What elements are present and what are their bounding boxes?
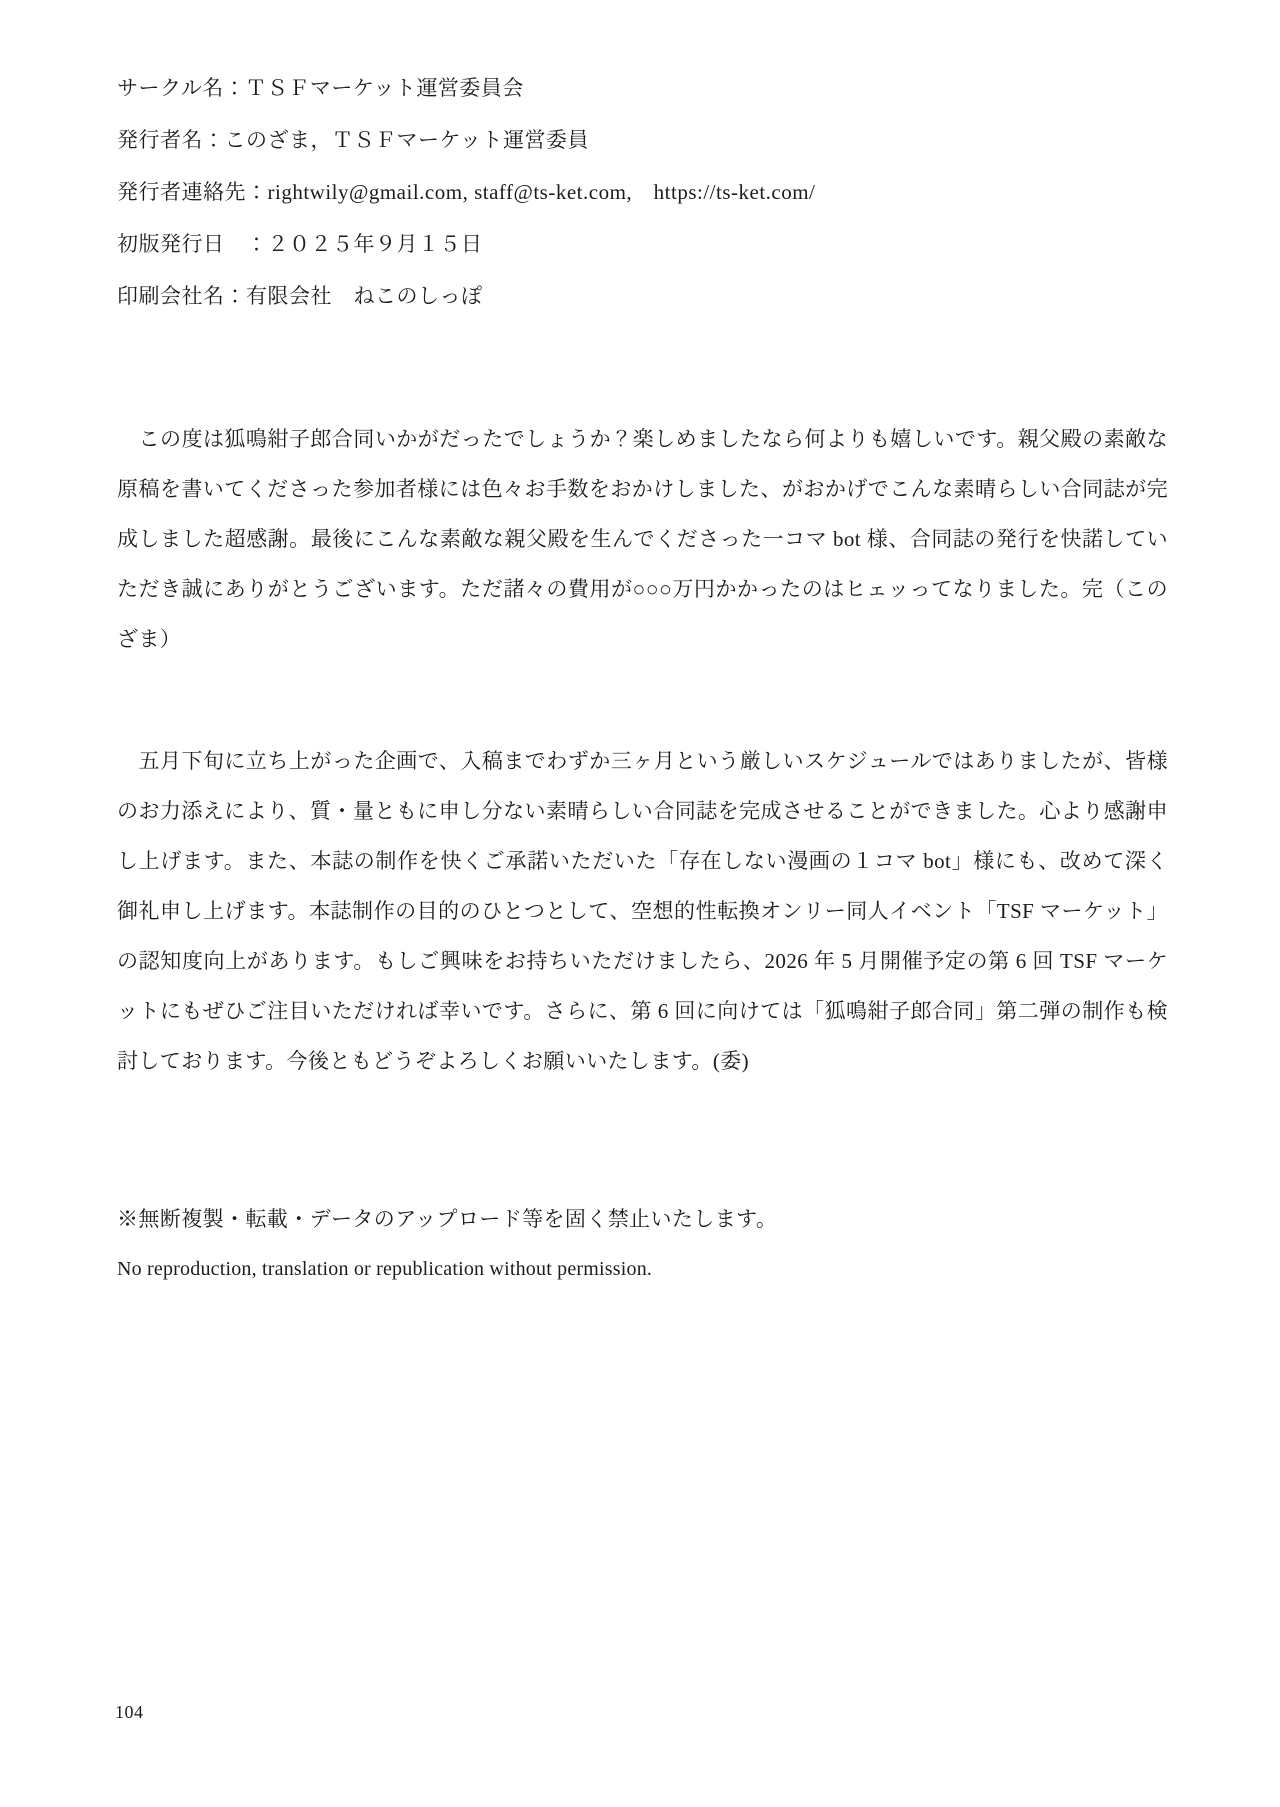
publisher-contact-line: 発行者連絡先：rightwily@gmail.com, staff@ts-ket.com, https://ts-ket.com/ (117, 180, 816, 204)
copyright-notice-english: No reproduction, translation or republication without permission. (117, 1258, 653, 1280)
first-edition-date-line: 初版発行日 ：２０２５年９月１５日 (117, 232, 483, 256)
printing-company-line: 印刷会社名：有限会社 ねこのしっぽ (117, 284, 483, 308)
afterword-paragraph-1: この度は狐鳴紺子郎合同いかがだったでしょうか？楽しめましたなら何よりも嬉しいです。親父殿の素敵な原稿を書いてくださった参加者様には色々お手数をおかけしました、がおかげでこんな素晴らしい合同誌が完成しました超感謝。最後にこんな素敵な親父殿を生んでくださった一コマ bot 様、合同誌の発行を快諾していただき誠にありがとうございます。ただ諸々の費用が○○○万円かかったのはヒェッってなりました。完（このざま） (117, 427, 1168, 651)
publisher-name-line: 発行者名：このざま，ＴＳＦマーケット運営委員 (117, 128, 589, 152)
colophon-block (117, 62, 1168, 322)
page-number: 104 (115, 1702, 144, 1722)
circle-name-line: サークル名：ＴＳＦマーケット運営委員会 (117, 76, 524, 100)
afterword-block (117, 414, 1168, 1086)
copyright-notice-japanese: ※無断複製・転載・データのアップロード等を固く禁止いたします。 (117, 1207, 778, 1231)
copyright-notice-block (117, 1194, 1168, 1294)
afterword-paragraph-2: 五月下旬に立ち上がった企画で、入稿までわずか三ヶ月という厳しいスケジュールではありましたが、皆様のお力添えにより、質・量ともに申し分ない素晴らしい合同誌を完成させることができました。心より感謝申し上げます。また、本誌の制作を快くご承諾いただいた「存在しない漫画の１コマ bot」様にも、改めて深く御礼申し上げます。本誌制作の目的のひとつとして、空想的性転換オンリー同人イベント「TSF マーケット」の認知度向上があります。もしご興味をお持ちいただけましたら、2026 年 5 月開催予定の第 6 回 TSF マーケットにもぜひご注目いただければ幸いです。さらに、第 6 回に向けては「狐鳴紺子郎合同」第二弾の制作も検討しております。今後ともどうぞよろしくお願いいたします。(委) (117, 749, 1168, 1073)
